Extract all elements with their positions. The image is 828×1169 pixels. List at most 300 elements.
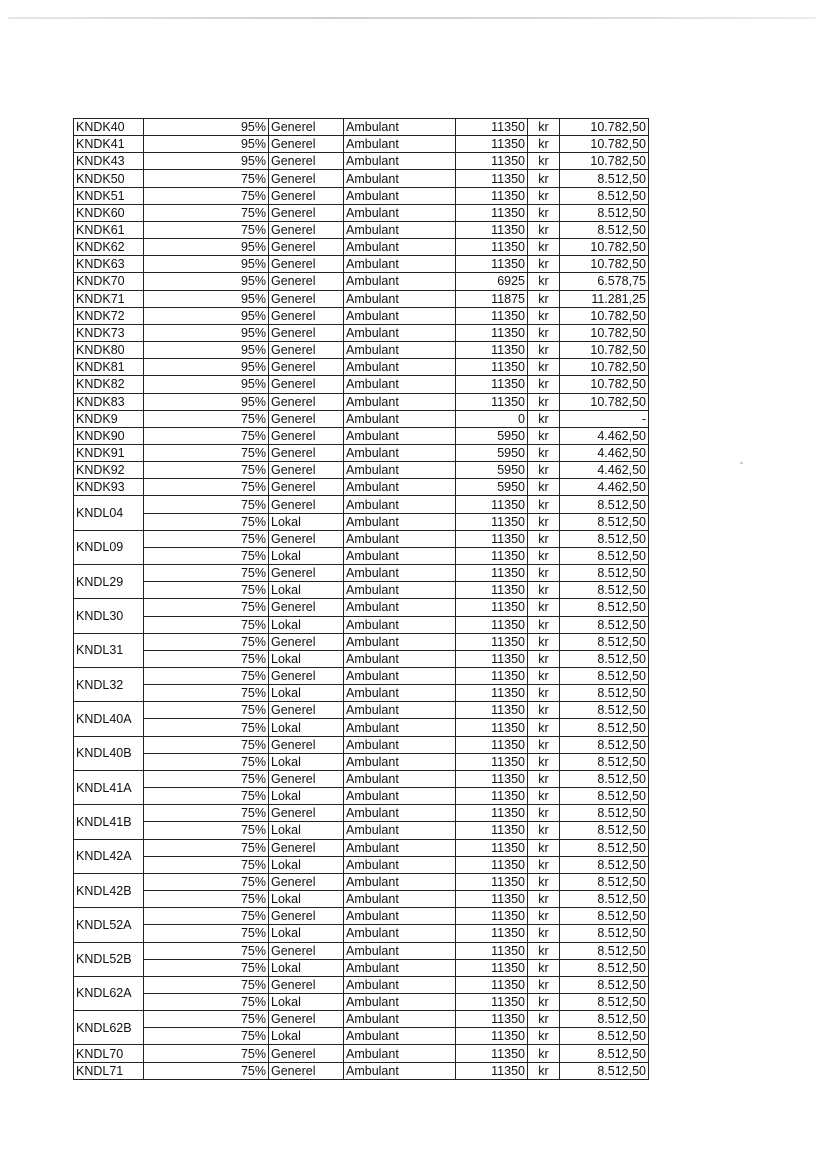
base-amount-cell: 11350: [456, 1028, 528, 1045]
code-cell: KNDK93: [74, 479, 144, 496]
type-cell: Generel: [269, 1045, 344, 1062]
category-cell: Ambulant: [344, 959, 456, 976]
category-cell: Ambulant: [344, 788, 456, 805]
code-cell: KNDK91: [74, 444, 144, 461]
currency-cell: kr: [528, 1028, 560, 1045]
table-row: [74, 427, 649, 444]
base-amount-cell: 11875: [456, 290, 528, 307]
table-row: [74, 324, 649, 341]
type-cell: Generel: [269, 256, 344, 273]
base-amount-cell: 11350: [456, 324, 528, 341]
scan-edge-line: [8, 17, 816, 19]
amount-cell: 8.512,50: [560, 221, 649, 238]
amount-cell: 6.578,75: [560, 273, 649, 290]
table-row: [74, 616, 649, 633]
base-amount-cell: 11350: [456, 221, 528, 238]
currency-cell: kr: [528, 307, 560, 324]
category-cell: Ambulant: [344, 427, 456, 444]
code-cell: KNDK60: [74, 204, 144, 221]
percentage-cell: 95%: [144, 359, 269, 376]
table-row: [74, 187, 649, 204]
currency-cell: kr: [528, 1045, 560, 1062]
code-cell: KNDK9: [74, 410, 144, 427]
code-cell: KNDK43: [74, 153, 144, 170]
code-cell: KNDK90: [74, 427, 144, 444]
percentage-cell: 75%: [144, 959, 269, 976]
base-amount-cell: 11350: [456, 993, 528, 1010]
type-cell: Lokal: [269, 650, 344, 667]
code-cell: KNDK50: [74, 170, 144, 187]
category-cell: Ambulant: [344, 993, 456, 1010]
table-row: [74, 908, 649, 925]
table-row: [74, 359, 649, 376]
table-row: [74, 136, 649, 153]
code-cell: KNDL40B: [74, 736, 144, 770]
type-cell: Generel: [269, 239, 344, 256]
type-cell: Generel: [269, 290, 344, 307]
table-row: [74, 119, 649, 136]
type-cell: Generel: [269, 204, 344, 221]
category-cell: Ambulant: [344, 822, 456, 839]
code-cell: KNDL52B: [74, 942, 144, 976]
type-cell: Generel: [269, 770, 344, 787]
category-cell: Ambulant: [344, 582, 456, 599]
currency-cell: kr: [528, 239, 560, 256]
currency-cell: kr: [528, 582, 560, 599]
table-row: [74, 273, 649, 290]
code-cell: KNDL42B: [74, 873, 144, 907]
table-row: [74, 1062, 649, 1079]
currency-cell: kr: [528, 204, 560, 221]
type-cell: Generel: [269, 307, 344, 324]
table-row: [74, 513, 649, 530]
table-row: [74, 788, 649, 805]
currency-cell: kr: [528, 976, 560, 993]
percentage-cell: 75%: [144, 891, 269, 908]
code-cell: KNDK61: [74, 221, 144, 238]
code-cell: KNDL70: [74, 1045, 144, 1062]
currency-cell: kr: [528, 959, 560, 976]
table-row: [74, 479, 649, 496]
currency-cell: kr: [528, 633, 560, 650]
base-amount-cell: 11350: [456, 633, 528, 650]
base-amount-cell: 11350: [456, 788, 528, 805]
percentage-cell: 75%: [144, 170, 269, 187]
type-cell: Generel: [269, 342, 344, 359]
type-cell: Generel: [269, 599, 344, 616]
code-cell: KNDL09: [74, 530, 144, 564]
table-row: [74, 753, 649, 770]
code-cell: KNDK83: [74, 393, 144, 410]
percentage-cell: 75%: [144, 221, 269, 238]
type-cell: Lokal: [269, 582, 344, 599]
code-cell: KNDK70: [74, 273, 144, 290]
type-cell: Generel: [269, 873, 344, 890]
currency-cell: kr: [528, 359, 560, 376]
table-row: [74, 444, 649, 461]
currency-cell: kr: [528, 136, 560, 153]
percentage-cell: 75%: [144, 873, 269, 890]
base-amount-cell: 11350: [456, 942, 528, 959]
base-amount-cell: 11350: [456, 239, 528, 256]
currency-cell: kr: [528, 891, 560, 908]
table-row: [74, 496, 649, 513]
percentage-cell: 75%: [144, 805, 269, 822]
table-row: [74, 170, 649, 187]
table-row: [74, 805, 649, 822]
amount-cell: 8.512,50: [560, 822, 649, 839]
percentage-cell: 75%: [144, 822, 269, 839]
category-cell: Ambulant: [344, 359, 456, 376]
currency-cell: kr: [528, 170, 560, 187]
table-row: [74, 547, 649, 564]
base-amount-cell: 11350: [456, 650, 528, 667]
currency-cell: kr: [528, 565, 560, 582]
percentage-cell: 95%: [144, 153, 269, 170]
base-amount-cell: 11350: [456, 342, 528, 359]
category-cell: Ambulant: [344, 753, 456, 770]
amount-cell: 8.512,50: [560, 1062, 649, 1079]
base-amount-cell: 11350: [456, 119, 528, 136]
type-cell: Lokal: [269, 959, 344, 976]
percentage-cell: 75%: [144, 1045, 269, 1062]
type-cell: Generel: [269, 359, 344, 376]
code-cell: KNDL40A: [74, 702, 144, 736]
type-cell: Lokal: [269, 891, 344, 908]
code-cell: KNDL42A: [74, 839, 144, 873]
category-cell: Ambulant: [344, 650, 456, 667]
currency-cell: kr: [528, 770, 560, 787]
category-cell: Ambulant: [344, 307, 456, 324]
percentage-cell: 75%: [144, 187, 269, 204]
amount-cell: 10.782,50: [560, 393, 649, 410]
amount-cell: 10.782,50: [560, 342, 649, 359]
category-cell: Ambulant: [344, 239, 456, 256]
type-cell: Lokal: [269, 753, 344, 770]
percentage-cell: 75%: [144, 770, 269, 787]
code-cell: KNDL31: [74, 633, 144, 667]
currency-cell: kr: [528, 616, 560, 633]
amount-cell: 8.512,50: [560, 908, 649, 925]
amount-cell: 8.512,50: [560, 839, 649, 856]
amount-cell: 8.512,50: [560, 513, 649, 530]
code-cell: KNDL30: [74, 599, 144, 633]
amount-cell: -: [560, 410, 649, 427]
amount-cell: 8.512,50: [560, 616, 649, 633]
table-row: [74, 530, 649, 547]
amount-cell: 8.512,50: [560, 873, 649, 890]
category-cell: Ambulant: [344, 479, 456, 496]
amount-cell: 8.512,50: [560, 599, 649, 616]
currency-cell: kr: [528, 856, 560, 873]
code-cell: KNDL32: [74, 668, 144, 702]
amount-cell: 4.462,50: [560, 479, 649, 496]
code-cell: KNDL04: [74, 496, 144, 530]
table-row: [74, 410, 649, 427]
amount-cell: 8.512,50: [560, 685, 649, 702]
code-cell: KNDL29: [74, 565, 144, 599]
currency-cell: kr: [528, 839, 560, 856]
type-cell: Lokal: [269, 513, 344, 530]
table-row: [74, 204, 649, 221]
percentage-cell: 75%: [144, 908, 269, 925]
base-amount-cell: 11350: [456, 685, 528, 702]
type-cell: Lokal: [269, 822, 344, 839]
base-amount-cell: 11350: [456, 307, 528, 324]
type-cell: Generel: [269, 273, 344, 290]
table-row: [74, 376, 649, 393]
type-cell: Lokal: [269, 788, 344, 805]
amount-cell: 8.512,50: [560, 736, 649, 753]
type-cell: Generel: [269, 633, 344, 650]
category-cell: Ambulant: [344, 221, 456, 238]
type-cell: Generel: [269, 187, 344, 204]
table-row: [74, 1028, 649, 1045]
base-amount-cell: 11350: [456, 702, 528, 719]
base-amount-cell: 11350: [456, 770, 528, 787]
amount-cell: 8.512,50: [560, 633, 649, 650]
percentage-cell: 95%: [144, 376, 269, 393]
percentage-cell: 75%: [144, 839, 269, 856]
type-cell: Lokal: [269, 719, 344, 736]
percentage-cell: 75%: [144, 753, 269, 770]
table-row: [74, 239, 649, 256]
currency-cell: kr: [528, 256, 560, 273]
type-cell: Generel: [269, 119, 344, 136]
base-amount-cell: 11350: [456, 856, 528, 873]
code-cell: KNDK80: [74, 342, 144, 359]
percentage-cell: 75%: [144, 650, 269, 667]
category-cell: Ambulant: [344, 342, 456, 359]
type-cell: Lokal: [269, 993, 344, 1010]
base-amount-cell: 11350: [456, 839, 528, 856]
currency-cell: kr: [528, 410, 560, 427]
amount-cell: 10.782,50: [560, 239, 649, 256]
category-cell: Ambulant: [344, 136, 456, 153]
percentage-cell: 75%: [144, 685, 269, 702]
type-cell: Generel: [269, 942, 344, 959]
code-cell: KNDL62A: [74, 976, 144, 1010]
category-cell: Ambulant: [344, 1028, 456, 1045]
category-cell: Ambulant: [344, 565, 456, 582]
base-amount-cell: 0: [456, 410, 528, 427]
table-row: [74, 873, 649, 890]
currency-cell: kr: [528, 685, 560, 702]
type-cell: Generel: [269, 170, 344, 187]
currency-cell: kr: [528, 702, 560, 719]
category-cell: Ambulant: [344, 942, 456, 959]
category-cell: Ambulant: [344, 616, 456, 633]
type-cell: Generel: [269, 444, 344, 461]
code-cell: KNDL52A: [74, 908, 144, 942]
base-amount-cell: 11350: [456, 547, 528, 564]
category-cell: Ambulant: [344, 805, 456, 822]
percentage-cell: 95%: [144, 119, 269, 136]
type-cell: Generel: [269, 736, 344, 753]
base-amount-cell: 6925: [456, 273, 528, 290]
base-amount-cell: 11350: [456, 359, 528, 376]
base-amount-cell: 11350: [456, 719, 528, 736]
table-row: [74, 565, 649, 582]
amount-cell: 8.512,50: [560, 204, 649, 221]
base-amount-cell: 11350: [456, 565, 528, 582]
percentage-cell: 75%: [144, 582, 269, 599]
percentage-cell: 75%: [144, 513, 269, 530]
amount-cell: 8.512,50: [560, 788, 649, 805]
percentage-cell: 75%: [144, 925, 269, 942]
percentage-cell: 75%: [144, 462, 269, 479]
type-cell: Lokal: [269, 925, 344, 942]
percentage-cell: 75%: [144, 616, 269, 633]
amount-cell: 8.512,50: [560, 942, 649, 959]
type-cell: Generel: [269, 153, 344, 170]
base-amount-cell: 11350: [456, 1062, 528, 1079]
currency-cell: kr: [528, 547, 560, 564]
table-row: [74, 290, 649, 307]
category-cell: Ambulant: [344, 976, 456, 993]
currency-cell: kr: [528, 324, 560, 341]
base-amount-cell: 11350: [456, 1011, 528, 1028]
amount-cell: 10.782,50: [560, 119, 649, 136]
amount-cell: 8.512,50: [560, 976, 649, 993]
currency-cell: kr: [528, 822, 560, 839]
category-cell: Ambulant: [344, 290, 456, 307]
category-cell: Ambulant: [344, 873, 456, 890]
amount-cell: 8.512,50: [560, 993, 649, 1010]
base-amount-cell: 5950: [456, 444, 528, 461]
category-cell: Ambulant: [344, 496, 456, 513]
percentage-cell: 75%: [144, 788, 269, 805]
category-cell: Ambulant: [344, 119, 456, 136]
percentage-cell: 75%: [144, 719, 269, 736]
table-row: [74, 633, 649, 650]
percentage-cell: 95%: [144, 256, 269, 273]
percentage-cell: 75%: [144, 1011, 269, 1028]
category-cell: Ambulant: [344, 736, 456, 753]
category-cell: Ambulant: [344, 908, 456, 925]
base-amount-cell: 11350: [456, 256, 528, 273]
category-cell: Ambulant: [344, 444, 456, 461]
scan-speck: [740, 462, 743, 464]
base-amount-cell: 11350: [456, 204, 528, 221]
currency-cell: kr: [528, 1011, 560, 1028]
type-cell: Generel: [269, 324, 344, 341]
base-amount-cell: 11350: [456, 753, 528, 770]
currency-cell: kr: [528, 668, 560, 685]
type-cell: Generel: [269, 136, 344, 153]
code-cell: KNDK62: [74, 239, 144, 256]
type-cell: Generel: [269, 805, 344, 822]
currency-cell: kr: [528, 513, 560, 530]
code-cell: KNDL71: [74, 1062, 144, 1079]
amount-cell: 8.512,50: [560, 530, 649, 547]
table-row: [74, 393, 649, 410]
type-cell: Generel: [269, 976, 344, 993]
table-row: [74, 221, 649, 238]
percentage-cell: 75%: [144, 479, 269, 496]
base-amount-cell: 11350: [456, 187, 528, 204]
percentage-cell: 75%: [144, 547, 269, 564]
amount-cell: 8.512,50: [560, 170, 649, 187]
amount-cell: 8.512,50: [560, 1028, 649, 1045]
base-amount-cell: 11350: [456, 736, 528, 753]
currency-cell: kr: [528, 753, 560, 770]
percentage-cell: 95%: [144, 307, 269, 324]
category-cell: Ambulant: [344, 633, 456, 650]
category-cell: Ambulant: [344, 513, 456, 530]
currency-cell: kr: [528, 273, 560, 290]
type-cell: Generel: [269, 1011, 344, 1028]
category-cell: Ambulant: [344, 891, 456, 908]
table-row: [74, 856, 649, 873]
amount-cell: 8.512,50: [560, 702, 649, 719]
type-cell: Generel: [269, 496, 344, 513]
code-cell: KNDK92: [74, 462, 144, 479]
category-cell: Ambulant: [344, 599, 456, 616]
percentage-cell: 95%: [144, 393, 269, 410]
category-cell: Ambulant: [344, 187, 456, 204]
amount-cell: 8.512,50: [560, 856, 649, 873]
type-cell: Generel: [269, 565, 344, 582]
amount-cell: 10.782,50: [560, 307, 649, 324]
category-cell: Ambulant: [344, 1011, 456, 1028]
currency-cell: kr: [528, 1062, 560, 1079]
currency-cell: kr: [528, 599, 560, 616]
code-cell: KNDK72: [74, 307, 144, 324]
type-cell: Generel: [269, 410, 344, 427]
category-cell: Ambulant: [344, 376, 456, 393]
amount-cell: 8.512,50: [560, 547, 649, 564]
base-amount-cell: 11350: [456, 976, 528, 993]
percentage-cell: 75%: [144, 496, 269, 513]
amount-cell: 8.512,50: [560, 187, 649, 204]
base-amount-cell: 11350: [456, 599, 528, 616]
category-cell: Ambulant: [344, 856, 456, 873]
amount-cell: 8.512,50: [560, 565, 649, 582]
type-cell: Lokal: [269, 616, 344, 633]
percentage-cell: 95%: [144, 273, 269, 290]
base-amount-cell: 11350: [456, 170, 528, 187]
percentage-cell: 95%: [144, 290, 269, 307]
amount-cell: 10.782,50: [560, 376, 649, 393]
table-row: [74, 702, 649, 719]
table-row: [74, 685, 649, 702]
base-amount-cell: 11350: [456, 908, 528, 925]
table-row: [74, 256, 649, 273]
currency-cell: kr: [528, 925, 560, 942]
category-cell: Ambulant: [344, 1062, 456, 1079]
currency-cell: kr: [528, 427, 560, 444]
percentage-cell: 75%: [144, 668, 269, 685]
table-row: [74, 942, 649, 959]
base-amount-cell: 11350: [456, 513, 528, 530]
type-cell: Generel: [269, 393, 344, 410]
table-row: [74, 342, 649, 359]
currency-cell: kr: [528, 530, 560, 547]
base-amount-cell: 5950: [456, 479, 528, 496]
base-amount-cell: 11350: [456, 582, 528, 599]
base-amount-cell: 11350: [456, 136, 528, 153]
amount-cell: 10.782,50: [560, 359, 649, 376]
percentage-cell: 95%: [144, 342, 269, 359]
amount-cell: 4.462,50: [560, 427, 649, 444]
currency-cell: kr: [528, 153, 560, 170]
code-cell: KNDL41A: [74, 770, 144, 804]
currency-cell: kr: [528, 479, 560, 496]
amount-cell: 8.512,50: [560, 668, 649, 685]
amount-cell: 8.512,50: [560, 925, 649, 942]
amount-cell: 4.462,50: [560, 462, 649, 479]
